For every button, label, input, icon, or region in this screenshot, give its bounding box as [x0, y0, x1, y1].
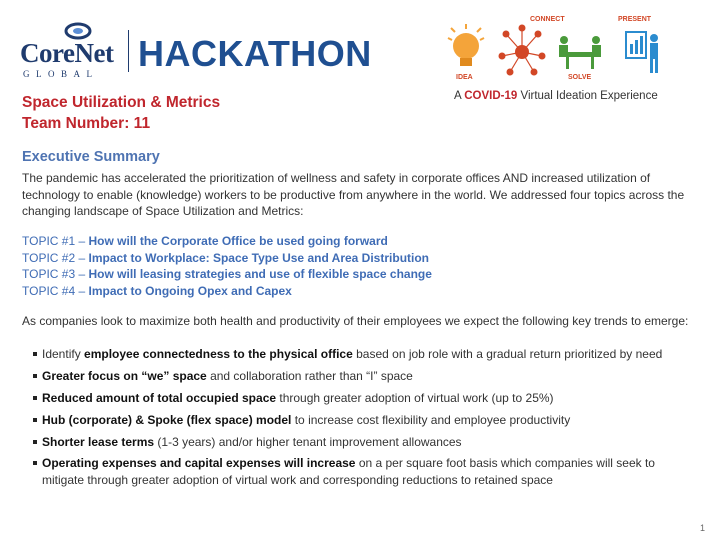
bullet-square-icon [33, 352, 37, 356]
lightbulb-icon [448, 24, 484, 66]
topic-item: TOPIC #2 – Impact to Workplace: Space Type Use and Area Distribution [22, 250, 430, 265]
topic-item: TOPIC #3 – How will leasing strategies and use of flexible space change [22, 267, 432, 282]
page-number: 1 [700, 523, 706, 533]
event-tagline: A COVID-19 Virtual Ideation Experience [454, 90, 658, 102]
corenet-wordmark: CoreNet [20, 38, 114, 68]
trend-bullet: Reduced amount of total occupied space through greater adoption of virtual work (up to 25%) [34, 390, 694, 407]
topic-item: TOPIC #1 – How will the Corporate Office be used going forward [22, 234, 388, 248]
title-topic: Space Utilization & Metrics [22, 94, 221, 111]
slide-title [22, 92, 220, 134]
executive-summary-heading: Executive Summary [22, 149, 160, 165]
trend-bullet: Shorter lease terms (1-3 years) and/or higher tenant improvement allowances [34, 434, 694, 451]
trend-bullet: Identify employee connectedness to the physical office based on job role with a gradual return prioritized by need [34, 346, 694, 363]
bullet-square-icon [33, 396, 37, 400]
ideation-graphic [440, 14, 680, 92]
corenet-global-text: GLOBAL [23, 69, 99, 79]
covid-text: COVID-19 [464, 90, 518, 102]
corenet-logo [20, 22, 130, 79]
network-icon [499, 25, 546, 76]
hackathon-title: HACKATHON [138, 33, 372, 74]
trend-bullet: Greater focus on “we” space and collaboration rather than “I” space [34, 368, 694, 385]
key-trends-list [34, 346, 694, 494]
bullet-square-icon [33, 461, 37, 465]
bullet-square-icon [33, 374, 37, 378]
presenter-icon [626, 32, 658, 73]
trend-bullet: Operating expenses and capital expenses will increase on a per square foot basis which companies will seek to mitigate through greater adoption of virtual work and corresponding reductions to retained space [34, 455, 694, 488]
topic-item: TOPIC #4 – Impact to Ongoing Opex and Capex [22, 283, 292, 298]
trend-bullet: Hub (corporate) & Spoke (flex space) model to increase cost flexibility and employee productivity [34, 412, 694, 429]
intro-paragraph: The pandemic has accelerated the prioritization of wellness and safety in corporate offices AND increased utilization of technology to enable (knowledge) workers to be productive from anywhere in the world. We addressed four topics across the changing landscape of Space Utilization and Metrics: [22, 171, 685, 219]
logo-divider [128, 30, 129, 72]
team-table-icon [559, 36, 601, 69]
solve-label: SOLVE [568, 74, 592, 81]
title-team-number: Team Number: 11 [22, 115, 151, 132]
idea-label: IDEA [456, 74, 473, 81]
topics-list [22, 233, 697, 299]
ideation-illustration [440, 14, 680, 92]
connect-label: CONNECT [530, 16, 565, 23]
bullet-square-icon [33, 440, 37, 444]
bullet-square-icon [33, 418, 37, 422]
present-label: PRESENT [618, 16, 652, 23]
trends-intro-paragraph: As companies look to maximize both health and productivity of their employees we expect the following key trends to emerge: [22, 314, 689, 328]
